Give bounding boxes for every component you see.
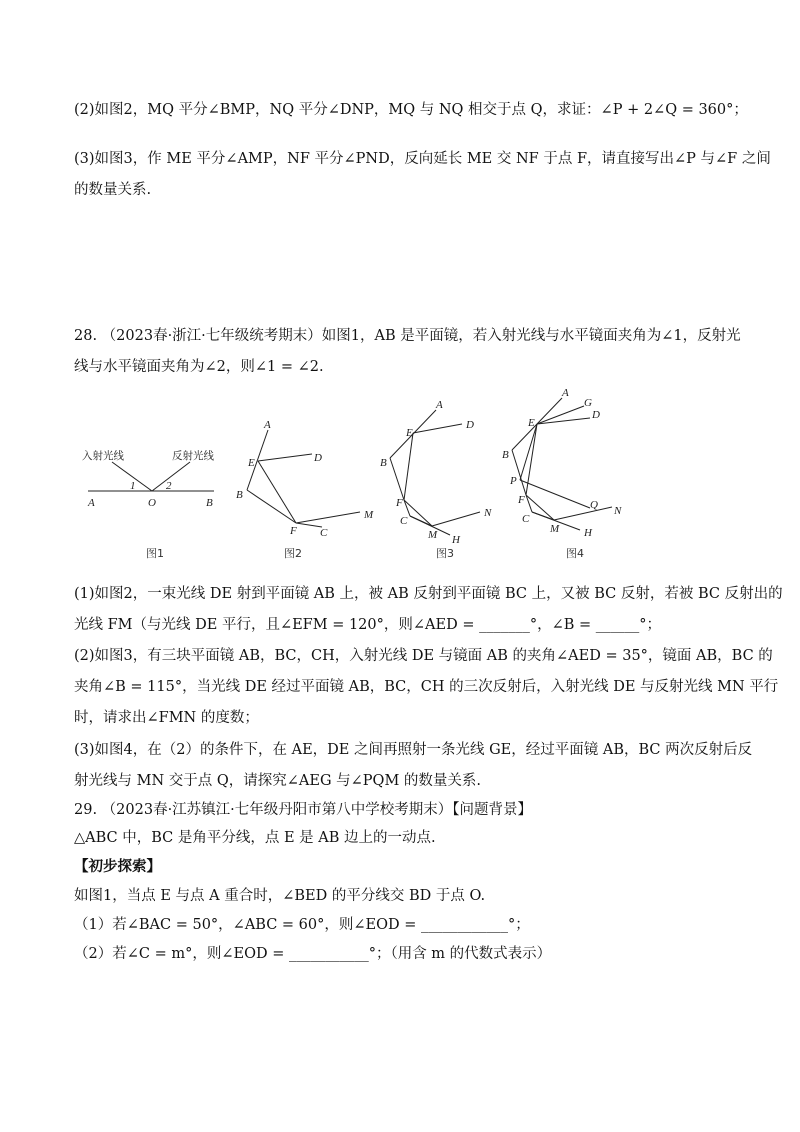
fig2-caption: 图2 <box>284 547 302 560</box>
fig4-label-B: B <box>502 449 509 461</box>
fig2-label-M: M <box>364 509 374 521</box>
q28-p3-line2: 射光线与 MN 交于点 Q，请探究∠AEG 与∠PQM 的数量关系. <box>74 773 482 789</box>
fig3-label-C: C <box>400 515 408 527</box>
figure-2 <box>247 430 360 527</box>
fig3-label-N: N <box>484 507 492 519</box>
fig4-label-G: G <box>584 397 592 409</box>
fig1-label-A: A <box>88 497 95 509</box>
fig1-label-1: 1 <box>130 480 136 492</box>
fig2-label-E: E <box>248 457 255 469</box>
q27-part3-line1: (3)如图3，作 ME 平分∠AMP，NF 平分∠PND，反向延长 ME 交 NF 于点 F，请直接写出∠P 与∠F 之间 <box>74 151 771 167</box>
fig4-label-P: P <box>510 475 517 487</box>
q28-line1: 28. （2023春·浙江·七年级统考期末）如图1，AB 是平面镜，若入射光线与水平镜面夹角为∠1，反射光 <box>74 328 741 344</box>
fig4-label-F: F <box>518 494 525 506</box>
fig2-label-B: B <box>236 489 243 501</box>
fig1-label-O: O <box>148 497 156 509</box>
q29-line1: 29. （2023春·江苏镇江·七年级丹阳市第八中学校考期末）【问题背景】 <box>74 802 533 818</box>
fig3-label-H: H <box>452 534 460 546</box>
fig4-label-E: E <box>528 417 535 429</box>
fig2-label-C: C <box>320 527 328 539</box>
fig3-label-F: F <box>396 497 403 509</box>
q29-item2: （2）若∠C = m°，则∠EOD = ___________°；（用含 m 的代数式表示） <box>74 946 552 962</box>
q27-part2: (2)如图2，MQ 平分∠BMP，NQ 平分∠DNP，MQ 与 NQ 相交于点 Q，求证：∠P + 2∠Q = 360°； <box>74 102 748 118</box>
fig3-label-B: B <box>380 457 387 469</box>
fig1-reflected-label: 反射光线 <box>172 450 214 462</box>
fig4-label-H: H <box>584 527 592 539</box>
fig3-label-E: E <box>406 427 413 439</box>
fig1-label-2: 2 <box>166 480 172 492</box>
fig1-incident-label: 入射光线 <box>82 450 124 462</box>
fig4-label-C: C <box>522 513 530 525</box>
q27-part3-line2: 的数量关系. <box>74 182 152 198</box>
fig1-caption: 图1 <box>146 547 164 560</box>
q29-item1: （1）若∠BAC = 50°，∠ABC = 60°，则∠EOD = ____________°； <box>74 917 530 933</box>
q28-p1-line2: 光线 FM（与光线 DE 平行，且∠EFM = 120°，则∠AED = _______°，∠B = ______°； <box>74 617 662 633</box>
fig4-caption: 图4 <box>566 547 584 560</box>
q29-heading: 【初步探索】 <box>74 858 161 875</box>
fig3-label-A: A <box>436 399 443 411</box>
q28-p2-line3: 时，请求出∠FMN 的度数； <box>74 710 259 726</box>
figure-1 <box>88 462 214 491</box>
q28-p2-line1: (2)如图3，有三块平面镜 AB，BC，CH，入射光线 DE 与镜面 AB 的夹角∠AED = 35°，镜面 AB，BC 的 <box>74 648 773 664</box>
fig2-label-D: D <box>314 452 322 464</box>
q29-line3: 如图1，当点 E 与点 A 重合时，∠BED 的平分线交 BD 于点 O. <box>74 888 486 904</box>
q28-line2: 线与水平镜面夹角为∠2，则∠1 = ∠2. <box>74 359 324 375</box>
fig4-label-Q: Q <box>590 499 598 511</box>
fig3-label-D: D <box>466 419 474 431</box>
fig2-label-F: F <box>290 525 297 537</box>
fig1-label-B: B <box>206 497 213 509</box>
fig4-label-A: A <box>562 387 569 399</box>
fig3-caption: 图3 <box>436 547 454 560</box>
q29-line2: △ABC 中，BC 是角平分线，点 E 是 AB 边上的一动点. <box>74 830 436 846</box>
fig4-label-D: D <box>592 409 600 421</box>
fig4-label-M: M <box>550 523 560 535</box>
q28-p3-line1: (3)如图4，在（2）的条件下，在 AE，DE 之间再照射一条光线 GE，经过平面镜 AB，BC 两次反射后反 <box>74 742 753 758</box>
fig3-label-M: M <box>428 529 438 541</box>
q28-p1-line1: (1)如图2，一束光线 DE 射到平面镜 AB 上，被 AB 反射到平面镜 BC 上，又被 BC 反射，若被 BC 反射出的 <box>74 586 783 602</box>
q28-p2-line2: 夹角∠B = 115°，当光线 DE 经过平面镜 AB，BC，CH 的三次反射后，入射光线 DE 与反射光线 MN 平行 <box>74 679 779 695</box>
fig2-label-A: A <box>264 419 271 431</box>
fig4-label-N: N <box>614 505 622 517</box>
